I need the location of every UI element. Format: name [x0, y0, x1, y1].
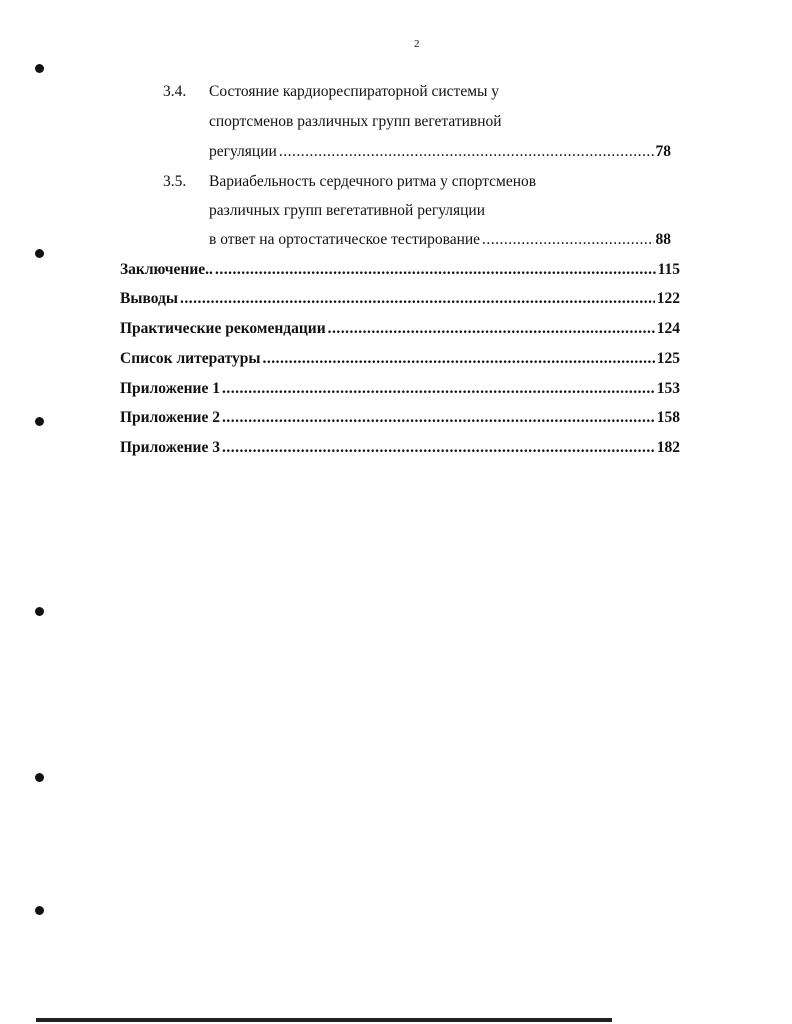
page-ref: 158: [656, 409, 680, 426]
toc-entry-recommendations: [120, 319, 680, 339]
entry-title: Практические рекомендации: [120, 320, 326, 337]
page-ref: 182: [656, 439, 680, 456]
punch-hole: [35, 773, 44, 782]
dot-leader: [262, 349, 654, 369]
dot-leader: [222, 379, 655, 399]
entry-title: Список литературы: [120, 350, 261, 367]
page-ref: 153: [656, 380, 680, 397]
dot-leader: [222, 438, 655, 458]
entry-title: Заключение..: [120, 261, 213, 278]
page-ref: 115: [657, 261, 680, 278]
toc-entry-appendix-2: [120, 408, 680, 428]
entry-title: Приложение 1: [120, 380, 220, 397]
toc-leader-line: [209, 142, 671, 162]
punch-hole: [35, 249, 44, 258]
section-title-line: спортсменов различных групп вегетативной: [209, 113, 502, 130]
toc-entry-appendix-3: [120, 438, 680, 458]
toc-leader-line: [209, 230, 671, 250]
section-title-line: в ответ на ортостатическое тестирование: [209, 231, 481, 248]
entry-title: Выводы: [120, 290, 178, 307]
scan-edge-line: [36, 1018, 612, 1022]
dot-leader: [279, 142, 654, 162]
page-ref: 125: [656, 350, 680, 367]
dot-leader: [482, 230, 653, 250]
section-title-line: Вариабельность сердечного ритма у спортсменов: [209, 173, 537, 190]
punch-hole: [35, 64, 44, 73]
page-ref: 124: [656, 320, 680, 337]
toc-entry-references: [120, 349, 680, 369]
entry-title: Приложение 2: [120, 409, 220, 426]
section-title-line: регуляции: [209, 143, 277, 160]
dot-leader: [215, 260, 656, 280]
page-ref: 88: [655, 231, 671, 248]
section-number: 3.4.: [163, 83, 187, 100]
section-number: 3.5.: [163, 173, 187, 190]
section-title-line: Состояние кардиореспираторной системы у: [209, 83, 500, 100]
page-ref: 78: [655, 143, 671, 160]
dot-leader: [328, 319, 655, 339]
punch-hole: [35, 607, 44, 616]
punch-hole: [35, 417, 44, 426]
entry-title: Приложение 3: [120, 439, 220, 456]
dot-leader: [222, 408, 655, 428]
punch-hole: [35, 906, 44, 915]
toc-entry-conclusions: [120, 289, 680, 309]
page-number: 2: [414, 38, 420, 50]
toc-entry-conclusion: [120, 260, 680, 280]
dot-leader: [180, 289, 655, 309]
toc-entry-appendix-1: [120, 379, 680, 399]
page-ref: 122: [656, 290, 680, 307]
section-title-line: различных групп вегетативной регуляции: [209, 202, 486, 219]
